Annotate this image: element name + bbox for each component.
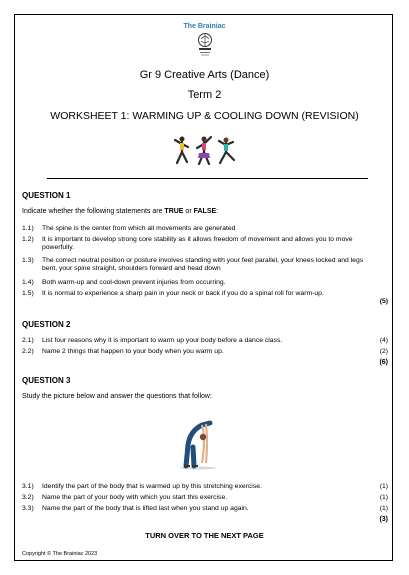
- item-text: Name the part of your body with which you start this exercise.: [42, 494, 228, 501]
- item-number: 1.3): [22, 257, 34, 264]
- item-text: The spine is the center from which all movements are generated: [42, 225, 236, 232]
- item-text: It is important to develop strong core stability as it allows freedom of movement and allows you to move powerfully.: [42, 236, 353, 252]
- item-number: 3.3): [22, 505, 34, 512]
- item-number: 1.4): [22, 279, 34, 286]
- item-text: Name 2 things that happen to your body when you warm up.: [42, 348, 224, 355]
- question-1-instruction: [22, 208, 218, 215]
- question-3-heading: QUESTION 3: [22, 376, 71, 385]
- question-2-total: (6): [379, 359, 388, 366]
- item-number: 3.2): [22, 494, 34, 501]
- item-marks: (4): [379, 337, 388, 344]
- instruction-text: Indicate whether the following statements are: [22, 208, 165, 215]
- question-3-instruction: Study the picture below and answer the questions that follow:: [22, 393, 212, 400]
- worksheet-subject: Gr 9 Creative Arts (Dance): [139, 69, 270, 81]
- question-2-heading: QUESTION 2: [22, 320, 71, 329]
- worksheet-title: WORKSHEET 1: WARMING UP & COOLING DOWN (REVISION): [50, 110, 359, 122]
- divider-line: [47, 178, 368, 179]
- item-number: 1.1): [22, 225, 34, 232]
- item-text: Both warm-up and cool-down prevent injuries from occurring.: [42, 279, 226, 286]
- brainiac-logo-icon: [195, 32, 215, 58]
- item-number: 1.2): [22, 236, 34, 243]
- question-1-heading: QUESTION 1: [22, 191, 71, 200]
- brand-name: The Brainiac: [183, 23, 226, 30]
- item-number: 1.5): [22, 290, 34, 297]
- question-3-total: (3): [379, 516, 388, 523]
- item-number: 2.1): [22, 337, 34, 344]
- item-marks: (2): [379, 348, 388, 355]
- stretching-figure-illustration: [176, 415, 220, 470]
- worksheet-term: Term 2: [187, 89, 222, 101]
- item-marks: (5): [379, 298, 388, 305]
- item-text: The correct neutral position or posture involves standing with your feet parallel, your knees locked and legs bent, your spine straight, shoulders forward and head down: [42, 257, 364, 273]
- item-number: 2.2): [22, 348, 34, 355]
- dancers-illustration: [172, 135, 238, 167]
- item-marks: (1): [379, 505, 388, 512]
- item-text: It is normal to experience a sharp pain in your neck or back if you do a spinal roll for warm-up.: [42, 290, 324, 297]
- turn-over-notice: TURN OVER TO THE NEXT PAGE: [145, 531, 264, 540]
- item-text: Identify the part of the body that is warmed up by this stretching exercise.: [42, 483, 262, 490]
- instruction-colon: :: [216, 208, 219, 215]
- item-text: Name the part of the body that is lifted last when you stand up again.: [42, 505, 249, 512]
- item-text: List four reasons why it is important to warm up your body before a dance class.: [42, 337, 283, 344]
- item-marks: (1): [379, 483, 388, 490]
- item-number: 3.1): [22, 483, 34, 490]
- false-keyword: FALSE: [193, 208, 217, 215]
- instruction-or: or: [183, 208, 194, 215]
- true-keyword: TRUE: [164, 208, 184, 215]
- copyright-text: Copyright © The Brainiac 2023: [22, 551, 98, 557]
- item-marks: (1): [379, 494, 388, 501]
